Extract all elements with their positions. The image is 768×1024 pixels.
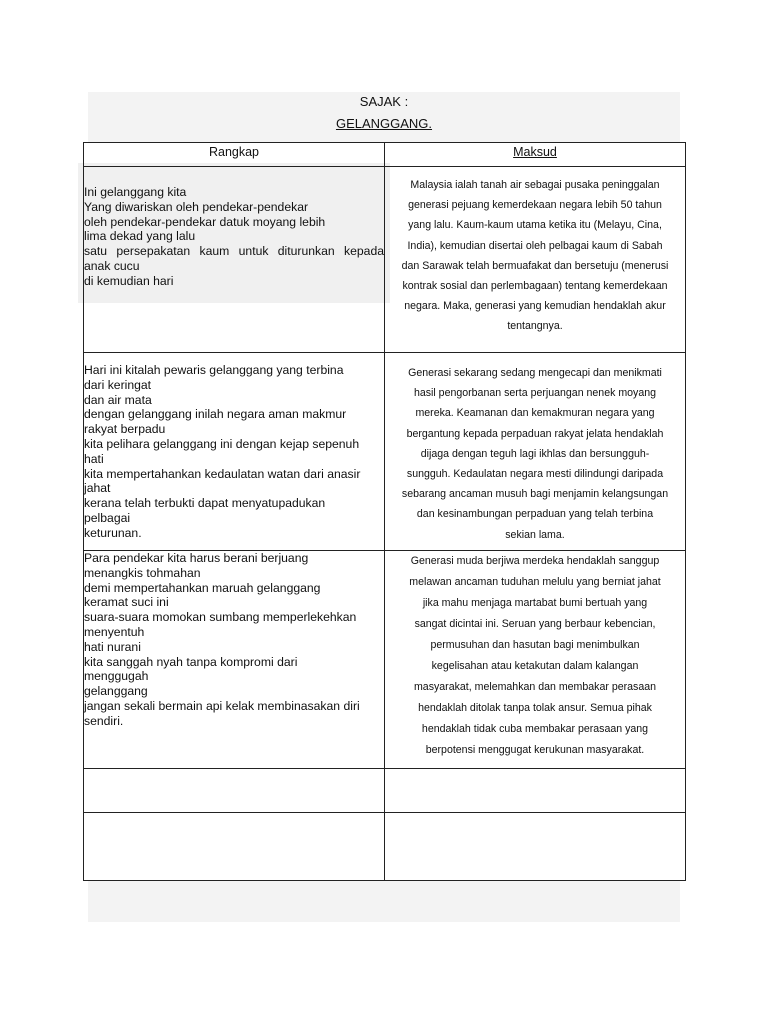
maksud-line: Malaysia ialah tanah air sebagai pusaka peninggalan [410,179,660,191]
maksud-line: yang lalu. Kaum-kaum utama ketika itu (Melayu, Cina, [408,219,662,232]
rangkap-line: Yang diwariskan oleh pendekar-pendekar [84,199,309,214]
maksud-line: sekian lama. [505,528,565,541]
maksud-line: jika mahu menjaga martabat bumi bertuah yang [422,597,648,609]
maksud-line: Generasi muda berjiwa merdeka hendaklah sanggup [410,555,660,567]
rangkap-line: menggugah [84,669,149,684]
maksud-line: permusuhan dan hasutan bagi menimbulkan [430,639,640,651]
rangkap-line: hati nurani [84,639,141,654]
maksud-cell-1 [385,167,686,353]
maksud-line: India), kemudian disertai oleh pelbagai kaum di Sabah [407,239,663,252]
maksud-line: hendaklah tidak cuba membakar perasaan yang [421,723,649,735]
rangkap-text-1 [78,163,390,303]
rangkap-line: Hari ini kitalah pewaris gelanggang yang terbina [84,363,344,377]
poem-label: SAJAK : [359,94,409,109]
rangkap-line: sendiri. [84,713,124,728]
rangkap-line: jahat [84,481,111,496]
rangkap-line: suara-suara momokan sumbang memperlekehkan [84,610,357,625]
table-row-empty [84,813,686,881]
rangkap-line: oleh pendekar-pendekar datuk moyang lebih [84,214,326,229]
rangkap-line: hati [84,451,104,466]
maksud-line: kontrak sosial dan perlembagaan) tentang kemerdekaan [402,280,668,293]
empty-maksud-cell [385,769,686,813]
table-row [84,551,686,769]
maksud-line: melawan ancaman tuduhan melulu yang berniat jahat [409,576,661,588]
empty-rangkap-cell [84,813,385,881]
maksud-line: sungguh. Kedaulatan negara mesti dilindungi daripada [406,468,664,481]
empty-rangkap-cell [84,769,385,813]
poem-table [83,142,686,881]
rangkap-line: kita sanggah nyah tanpa kompromi dari [84,654,298,669]
rangkap-line: Ini gelanggang kita [84,185,187,199]
rangkap-line: kerana telah terbukti dapat menyatupadukan [84,496,326,511]
maksud-line: bergantung kepada perpaduan rakyat jelata hendaklah [406,427,664,440]
table-row [84,353,686,551]
maksud-cell-2 [385,353,686,551]
rangkap-cell-3 [84,551,385,769]
maksud-line: berpotensi menggugat kerukunan masyarakat. [425,744,645,756]
rangkap-line: pelbagai [84,510,131,525]
maksud-line: dan kesinambungan perpaduan yang telah terbina [416,508,654,521]
header-maksud-label: Maksud [513,145,557,159]
maksud-line: sebarang ancaman musuh bagi menjamin kelangsungan [401,488,669,501]
rangkap-line: dari keringat [84,377,152,392]
rangkap-line: rakyat berpadu [84,422,166,437]
rangkap-line: Para pendekar kita harus berani berjuang [84,551,309,565]
maksud-line: negara. Maka, generasi yang kemudian hendaklah akur [404,300,666,313]
maksud-line: sangat dicintai ini. Seruan yang berbaur kebencian, [414,618,656,630]
rangkap-line: di kemudian hari [84,273,174,288]
maksud-line: Generasi sekarang sedang mengecapi dan menikmati [408,367,662,379]
rangkap-line: lima dekad yang lalu [84,229,196,244]
rangkap-line: dengan gelanggang inilah negara aman makmur [84,407,347,422]
rangkap-line: menyentuh [84,624,145,639]
rangkap-line: anak cucu [84,258,140,273]
rangkap-line: keturunan. [84,525,142,540]
rangkap-line: menangkis tohmahan [84,565,201,580]
rangkap-line: jangan sekali bermain api kelak membinasakan diri [84,698,360,713]
table-row-empty [84,769,686,813]
maksud-line: tentangnya. [507,320,563,333]
maksud-line: hasil pengorbanan serta perjuangan nenek moyang [413,387,657,400]
maksud-line: mereka. Keamanan dan kemakmuran negara yang [415,407,655,420]
rangkap-line: kita pelihara gelanggang ini dengan kejap sepenuh [84,436,360,451]
header-maksud [385,143,686,167]
rangkap-cell-2 [84,353,385,551]
rangkap-line: demi mempertahankan maruah gelanggang [84,580,321,595]
empty-maksud-cell [385,813,686,881]
maksud-line: masyarakat, melemahkan dan membakar perasaan [413,681,656,693]
rangkap-line: dan air mata [84,392,152,407]
poem-title: GELANGGANG. [335,116,433,131]
maksud-line: generasi pejuang kemerdekaan negara lebih 50 tahun [408,199,662,212]
rangkap-line: satu persepakatan kaum untuk diturunkan kepada [84,244,384,259]
rangkap-line: kita mempertahankan kedaulatan watan dari anasir [84,466,361,481]
maksud-cell-3 [385,551,686,769]
rangkap-cell-1 [84,167,385,353]
table-row [84,167,686,353]
maksud-line: dan Sarawak telah bermuafakat dan bersetuju (menerusi [401,259,669,272]
maksud-line: kegelisahan atau ketakutan dalam kalangan [431,660,639,672]
maksud-line: hendaklah ditolak tanpa tolak ansur. Semua pihak [418,702,652,714]
maksud-line: dijaga dengan teguh lagi ikhlas dan bersungguh- [420,447,650,460]
rangkap-line: gelanggang [84,684,148,699]
header-rangkap: Rangkap [84,143,385,167]
rangkap-line: keramat suci ini [84,595,169,610]
